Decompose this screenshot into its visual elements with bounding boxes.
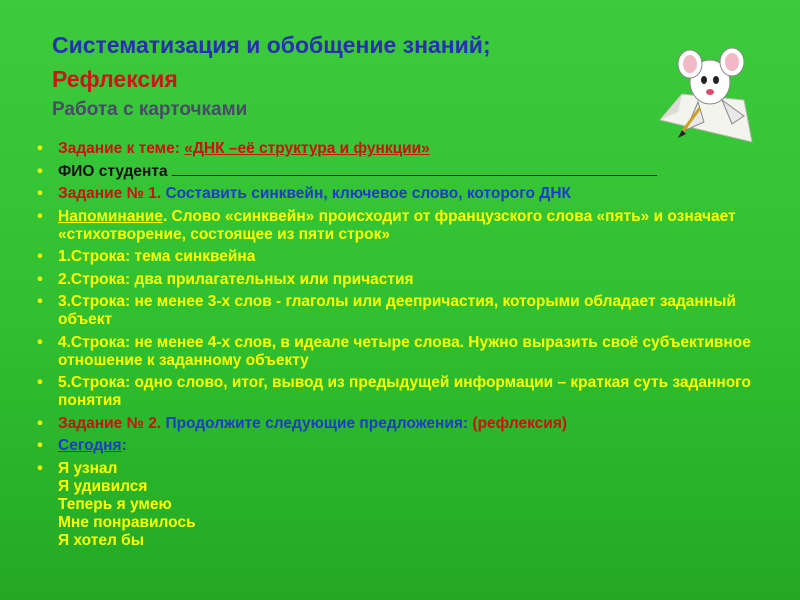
- reminder-text: . Слово «синквейн» происходит от французского слова «пять» и означает «стихотворение, состоящее из пяти строк»: [58, 207, 736, 243]
- student-name-blank-line: [172, 163, 657, 176]
- today-colon: :: [121, 437, 127, 454]
- list-item-task-2: [28, 415, 778, 433]
- bullet: •: [37, 270, 43, 288]
- list-item-student-name: [28, 163, 778, 181]
- writing-mouse-illustration: [652, 42, 762, 152]
- task2-prefix: Задание № 2.: [58, 414, 166, 432]
- bullet: •: [37, 374, 43, 391]
- list-item-today: [28, 437, 778, 455]
- title-line-1: Систематизация и обобщение знаний;: [52, 32, 491, 58]
- bullet: •: [37, 162, 43, 180]
- prompt-5: Я хотел бы: [58, 531, 144, 549]
- reminder-label: Напоминание: [58, 207, 163, 225]
- bullet: •: [37, 333, 43, 351]
- bullet: •: [37, 248, 43, 265]
- bullet: •: [37, 140, 43, 157]
- list-item-line-1: [28, 248, 778, 266]
- bullet: •: [37, 185, 43, 202]
- task1-prefix: Задание № 1.: [58, 185, 166, 202]
- list-item-line-5: [28, 374, 778, 410]
- line-5-text: 5.Строка: одно слово, итог, вывод из предыдущей информации – краткая суть заданного понятия: [58, 374, 751, 409]
- list-item-reminder: [28, 208, 778, 244]
- bullet: •: [37, 437, 43, 454]
- prompt-4: Мне понравилось: [58, 513, 196, 531]
- task-list: [28, 140, 778, 554]
- task-topic-prefix: Задание к теме:: [58, 140, 185, 157]
- line-1-text: 1.Строка: тема синквейна: [58, 248, 256, 265]
- title-line-3: Работа с карточками: [52, 99, 248, 120]
- task1-text: Составить синквейн, ключевое слово, которого ДНК: [165, 185, 571, 202]
- line-2-text: 2.Строка: два прилагательных или причастия: [58, 270, 414, 288]
- list-item-line-2: [28, 271, 778, 289]
- bullet: •: [37, 459, 43, 477]
- task2-text: Продолжите следующие предложения:: [165, 414, 473, 432]
- prompt-2: Я удивился: [58, 477, 148, 495]
- task2-suffix: (рефлексия): [472, 414, 568, 432]
- list-item-task-1: [28, 185, 778, 203]
- bullet: •: [37, 207, 43, 225]
- list-item-task-topic: [28, 140, 778, 158]
- list-item-line-4: [28, 334, 778, 370]
- title-line-2: Рефлексия: [52, 66, 178, 92]
- today-label: Сегодня: [58, 437, 122, 454]
- line-3-text: 3.Строка: не менее 3-х слов - глаголы или деепричастия, которыми обладает заданный объект: [58, 293, 736, 328]
- list-item-prompts: [28, 460, 778, 550]
- task-topic-link: «ДНК –её структура и функции»: [184, 140, 430, 157]
- slide-title: [52, 28, 692, 124]
- list-item-line-3: [28, 293, 778, 329]
- prompt-3: Теперь я умею: [58, 495, 172, 513]
- bullet: •: [37, 414, 43, 432]
- bullet: •: [37, 293, 43, 310]
- line-4-text: 4.Строка: не менее 4-х слов, в идеале четыре слова. Нужно выразить своё субъективное отношение к заданному объекту: [58, 333, 751, 369]
- student-name-label: ФИО студента: [58, 162, 172, 180]
- prompt-1: Я узнал: [58, 459, 118, 477]
